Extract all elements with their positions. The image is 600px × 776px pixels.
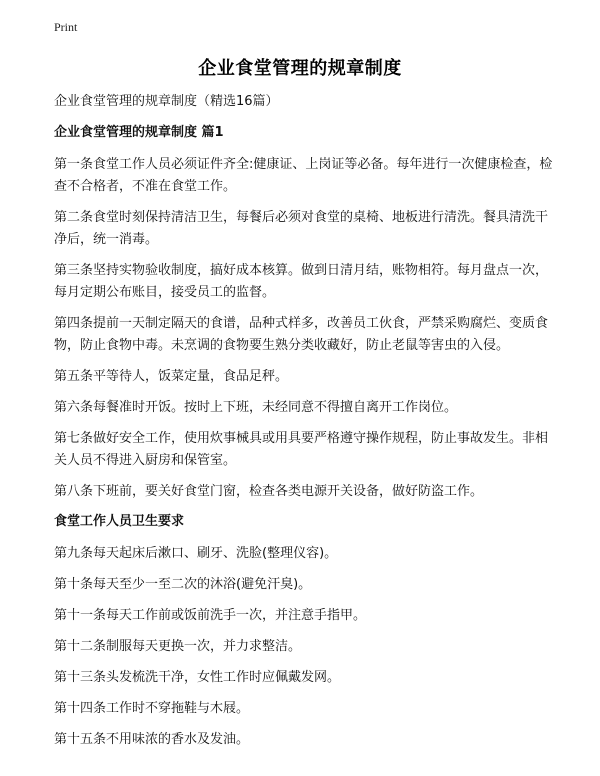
rule-paragraph: 第五条平等待人，饭菜定量，食品足秤。	[54, 369, 289, 384]
section-heading-2: 食堂工作人员卫生要求	[54, 514, 185, 529]
rule-paragraph: 第九条每天起床后漱口、刷牙、洗脸(整理仪容)。	[54, 546, 338, 561]
rule-paragraph: 第十条每天至少一至二次的沐浴(避免汗臭)。	[54, 577, 312, 592]
rule-paragraph: 第十一条每天工作前或饭前洗手一次，并注意手指甲。	[54, 608, 367, 623]
rule-paragraph: 第六条每餐准时开饭。按时上下班，未经同意不得擅自离开工作岗位。	[54, 400, 458, 415]
rule-paragraph: 第十五条不用味浓的香水及发油。	[54, 732, 250, 747]
section-1-paragraphs	[54, 154, 554, 503]
rule-paragraph: 第四条提前一天制定隔天的食谱，品种式样多，改善员工伙食，严禁采购腐烂、变质食物，防止食物中毒。未烹调的食物要生熟分类收藏好，防止老鼠等害虫的入侵。	[54, 316, 549, 353]
rule-paragraph: 第七条做好安全工作，使用炊事械具或用具要严格遵守操作规程，防止事故发生。非相关人员不得进入厨房和保管室。	[54, 431, 549, 468]
rule-paragraph: 第二条食堂时刻保持清洁卫生，每餐后必须对食堂的桌椅、地板进行清洗。餐具清洗干净后，统一消毒。	[54, 210, 549, 247]
rule-paragraph: 第十二条制服每天更换一次，并力求整洁。	[54, 639, 302, 654]
document-title: 企业食堂管理的规章制度	[198, 58, 402, 79]
rule-paragraph: 第十四条工作时不穿拖鞋与木屐。	[54, 701, 250, 716]
rule-paragraph: 第八条下班前，要关好食堂门窗，检查各类电源开关设备，做好防盗工作。	[54, 484, 484, 499]
section-heading-1: 企业食堂管理的规章制度 篇1	[54, 125, 224, 140]
print-link[interactable]: Print	[54, 20, 78, 34]
rule-paragraph: 第一条食堂工作人员必须证件齐全:健康证、上岗证等必备。每年进行一次健康检查，检查不合格者，不准在食堂工作。	[54, 157, 553, 194]
document-subtitle: 企业食堂管理的规章制度（精选16篇）	[54, 94, 279, 109]
document-body	[54, 92, 554, 760]
rule-paragraph: 第十三条头发梳洗干净，女性工作时应佩戴发网。	[54, 670, 341, 685]
section-2-paragraphs	[54, 543, 554, 751]
rule-paragraph: 第三条坚持实物验收制度，搞好成本核算。做到日清月结，账物相符。每月盘点一次，每月定期公布账目，接受员工的监督。	[54, 263, 549, 300]
